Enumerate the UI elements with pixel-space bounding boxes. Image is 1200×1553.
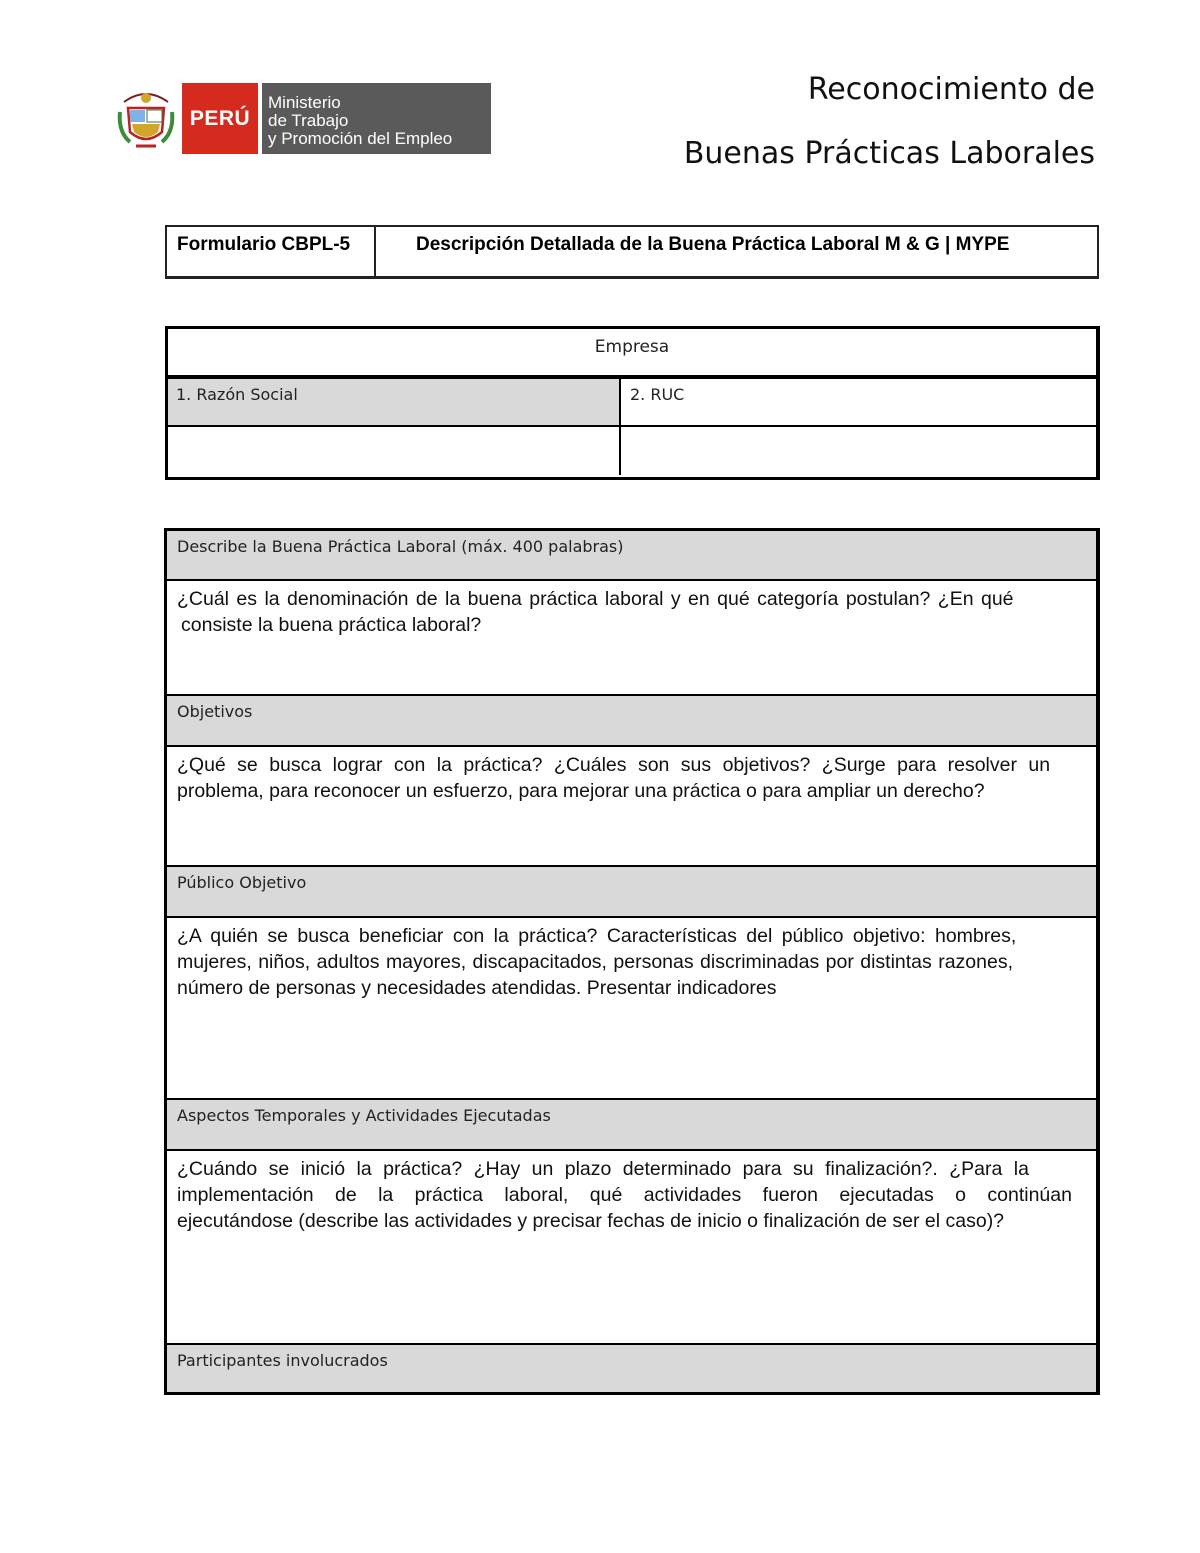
ruc-field[interactable] [621,427,1096,475]
empresa-heading: Empresa [168,329,1096,379]
section-field-publico[interactable] [167,918,1096,1100]
ruc-label: 2. RUC [621,379,1096,425]
prompt-line: ¿Cuándo se inició la práctica? ¿Hay un plazo determinado para su finalización?. ¿Para la [177,1158,1029,1180]
section-field-aspectos[interactable] [167,1151,1096,1345]
page-title-line-1: Reconocimiento de [807,72,1095,107]
prompt-line: ¿A quién se busca beneficiar con la práctica? Características del público objetivo: hombres, [177,925,1017,947]
section-heading-participantes: Participantes involucrados [167,1345,1096,1395]
ministry-name: Ministerio de Trabajo y Promoción del Empleo [262,83,491,154]
coat-of-arms-icon [116,82,176,154]
section-heading-aspectos: Aspectos Temporales y Actividades Ejecutadas [167,1100,1096,1151]
ministry-logo [116,82,492,156]
form-code: Formulario CBPL-5 [167,227,376,276]
prompt-line: mujeres, niños, adultos mayores, discapacitados, personas discriminadas por distintas razones, [177,951,1013,973]
peru-brand: PERÚ [182,83,258,154]
prompt-line: ¿Cuál es la denominación de la buena práctica laboral y en qué categoría postulan? ¿En qué [177,588,1014,610]
section-field-objetivos[interactable] [167,747,1096,867]
razon-social-field[interactable] [168,427,621,475]
section-field-description[interactable] [167,581,1096,696]
section-heading-objetivos: Objetivos [167,696,1096,747]
page-title-line-2: Buenas Prácticas Laborales [683,136,1095,171]
razon-social-label: 1. Razón Social [168,379,621,425]
prompt-line: ¿Qué se busca lograr con la práctica? ¿Cuáles son sus objetivos? ¿Surge para resolver un [177,754,1051,776]
form-description: Descripción Detallada de la Buena Práctica Laboral M & G | MYPE [416,234,1010,255]
section-heading-publico: Público Objetivo [167,867,1096,918]
section-heading-description: Describe la Buena Práctica Laboral (máx. 400 palabras) [167,531,1096,581]
practice-description-form [164,528,1100,1395]
prompt-line: consiste la buena práctica laboral? [181,614,482,636]
form-header-table [165,225,1099,279]
prompt-line: implementación de la práctica laboral, qué actividades fueron ejecutadas o continúan [177,1184,1072,1206]
prompt-line: número de personas y necesidades atendidas. Presentar indicadores [177,977,777,999]
prompt-line: ejecutándose (describe las actividades y precisar fechas de inicio o finalización de ser el caso)? [177,1210,1005,1232]
prompt-line: problema, para reconocer un esfuerzo, para mejorar una práctica o para ampliar un derecho? [177,780,985,802]
empresa-table [165,326,1100,480]
